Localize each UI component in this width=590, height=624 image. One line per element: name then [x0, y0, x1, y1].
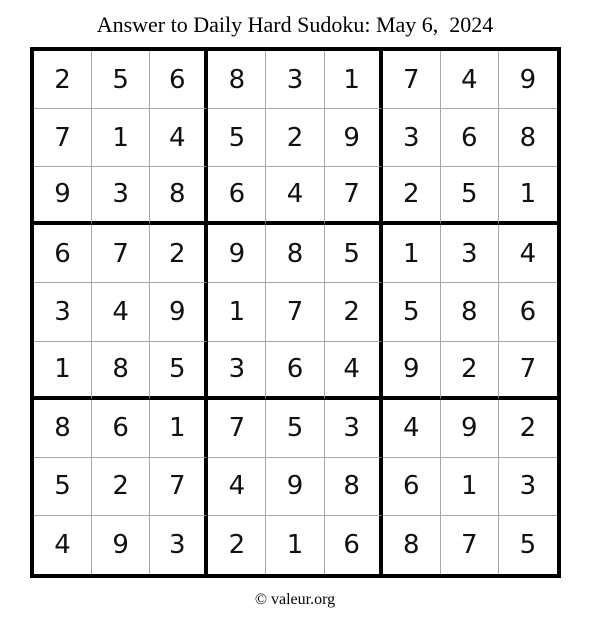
- sudoku-cell-r6-c6: 4: [325, 342, 383, 400]
- sudoku-board: [30, 47, 561, 578]
- sudoku-cell-r7-c3: 1: [150, 400, 208, 458]
- sudoku-cell-r6-c9: 7: [499, 342, 557, 400]
- sudoku-cell-r4-c5: 8: [266, 225, 324, 283]
- sudoku-cell-r5-c5: 7: [266, 283, 324, 341]
- sudoku-cell-r2-c3: 4: [150, 109, 208, 167]
- sudoku-cell-r9-c8: 7: [441, 516, 499, 574]
- sudoku-cell-r8-c1: 5: [34, 458, 92, 516]
- sudoku-cell-r8-c8: 1: [441, 458, 499, 516]
- sudoku-cell-r8-c7: 6: [383, 458, 441, 516]
- sudoku-cell-r2-c6: 9: [325, 109, 383, 167]
- sudoku-cell-r6-c7: 9: [383, 342, 441, 400]
- puzzle-title: Answer to Daily Hard Sudoku: May 6, 2024: [96, 12, 494, 37]
- sudoku-cell-r8-c6: 8: [325, 458, 383, 516]
- sudoku-cell-r5-c9: 6: [499, 283, 557, 341]
- sudoku-cell-r3-c1: 9: [34, 167, 92, 225]
- sudoku-cell-r9-c2: 9: [92, 516, 150, 574]
- sudoku-cell-r1-c3: 6: [150, 51, 208, 109]
- sudoku-cell-r9-c1: 4: [34, 516, 92, 574]
- sudoku-cell-r6-c8: 2: [441, 342, 499, 400]
- sudoku-cell-r8-c9: 3: [499, 458, 557, 516]
- sudoku-cell-r6-c3: 5: [150, 342, 208, 400]
- sudoku-cell-r1-c7: 7: [383, 51, 441, 109]
- sudoku-cell-r1-c6: 1: [325, 51, 383, 109]
- sudoku-cell-r3-c8: 5: [441, 167, 499, 225]
- sudoku-cell-r7-c5: 5: [266, 400, 324, 458]
- sudoku-cell-r1-c5: 3: [266, 51, 324, 109]
- sudoku-cell-r7-c8: 9: [441, 400, 499, 458]
- sudoku-cell-r3-c6: 7: [325, 167, 383, 225]
- sudoku-cell-r7-c7: 4: [383, 400, 441, 458]
- sudoku-cell-r1-c4: 8: [208, 51, 266, 109]
- sudoku-cell-r4-c4: 9: [208, 225, 266, 283]
- sudoku-cell-r1-c9: 9: [499, 51, 557, 109]
- sudoku-cell-r4-c7: 1: [383, 225, 441, 283]
- sudoku-cell-r4-c1: 6: [34, 225, 92, 283]
- sudoku-cell-r5-c8: 8: [441, 283, 499, 341]
- sudoku-cell-r4-c6: 5: [325, 225, 383, 283]
- sudoku-cell-r1-c8: 4: [441, 51, 499, 109]
- sudoku-cell-r9-c9: 5: [519, 529, 537, 560]
- sudoku-cell-r9-c6: 6: [325, 516, 383, 574]
- sudoku-cell-r9-c4: 2: [208, 516, 266, 574]
- sudoku-cell-r8-c4: 4: [208, 458, 266, 516]
- sudoku-cell-r6-c1: 1: [34, 342, 92, 400]
- sudoku-cell-r3-c9: 1: [499, 167, 557, 225]
- sudoku-cell-r2-c8: 6: [441, 109, 499, 167]
- sudoku-cell-r5-c6: 2: [325, 283, 383, 341]
- sudoku-cell-r2-c5: 2: [266, 109, 324, 167]
- sudoku-cell-r1-c1: 2: [34, 51, 92, 109]
- sudoku-cell-r9-c7: 8: [383, 516, 441, 574]
- sudoku-cell-r2-c1: 7: [34, 109, 92, 167]
- sudoku-cell-r9-c5: 1: [266, 516, 324, 574]
- sudoku-cell-r2-c7: 3: [383, 109, 441, 167]
- sudoku-cell-r4-c3: 2: [150, 225, 208, 283]
- sudoku-cell-r8-c2: 2: [92, 458, 150, 516]
- sudoku-cell-r6-c2: 8: [92, 342, 150, 400]
- sudoku-cell-r8-c3: 7: [150, 458, 208, 516]
- sudoku-cell-r3-c5: 4: [266, 167, 324, 225]
- sudoku-cell-r3-c3: 8: [150, 167, 208, 225]
- sudoku-cell-r5-c1: 3: [34, 283, 92, 341]
- sudoku-cell-r9-c3: 3: [150, 516, 208, 574]
- sudoku-cell-r6-c5: 6: [266, 342, 324, 400]
- sudoku-cell-r6-c4: 3: [208, 342, 266, 400]
- sudoku-cell-r3-c4: 6: [208, 167, 266, 225]
- sudoku-cell-r3-c7: 2: [383, 167, 441, 225]
- sudoku-cell-r7-c6: 3: [325, 400, 383, 458]
- sudoku-cell-r7-c1: 8: [34, 400, 92, 458]
- sudoku-cell-r7-c4: 7: [208, 400, 266, 458]
- sudoku-cell-r4-c2: 7: [92, 225, 150, 283]
- sudoku-cell-r5-c7: 5: [383, 283, 441, 341]
- sudoku-cell-r8-c5: 9: [266, 458, 324, 516]
- sudoku-cell-r1-c2: 5: [92, 51, 150, 109]
- sudoku-cell-r5-c2: 4: [92, 283, 150, 341]
- copyright-footer: © valeur.org: [254, 591, 336, 608]
- sudoku-cell-r3-c2: 3: [92, 167, 150, 225]
- sudoku-cell-r2-c2: 1: [92, 109, 150, 167]
- sudoku-cell-r5-c3: 9: [150, 283, 208, 341]
- sudoku-cell-r4-c9: 4: [499, 225, 557, 283]
- sudoku-cell-r4-c8: 3: [441, 225, 499, 283]
- sudoku-cell-r7-c2: 6: [92, 400, 150, 458]
- sudoku-cell-r7-c9: 2: [499, 400, 557, 458]
- sudoku-cell-r5-c4: 1: [208, 283, 266, 341]
- sudoku-cell-r2-c9: 8: [499, 109, 557, 167]
- sudoku-cell-r2-c4: 5: [208, 109, 266, 167]
